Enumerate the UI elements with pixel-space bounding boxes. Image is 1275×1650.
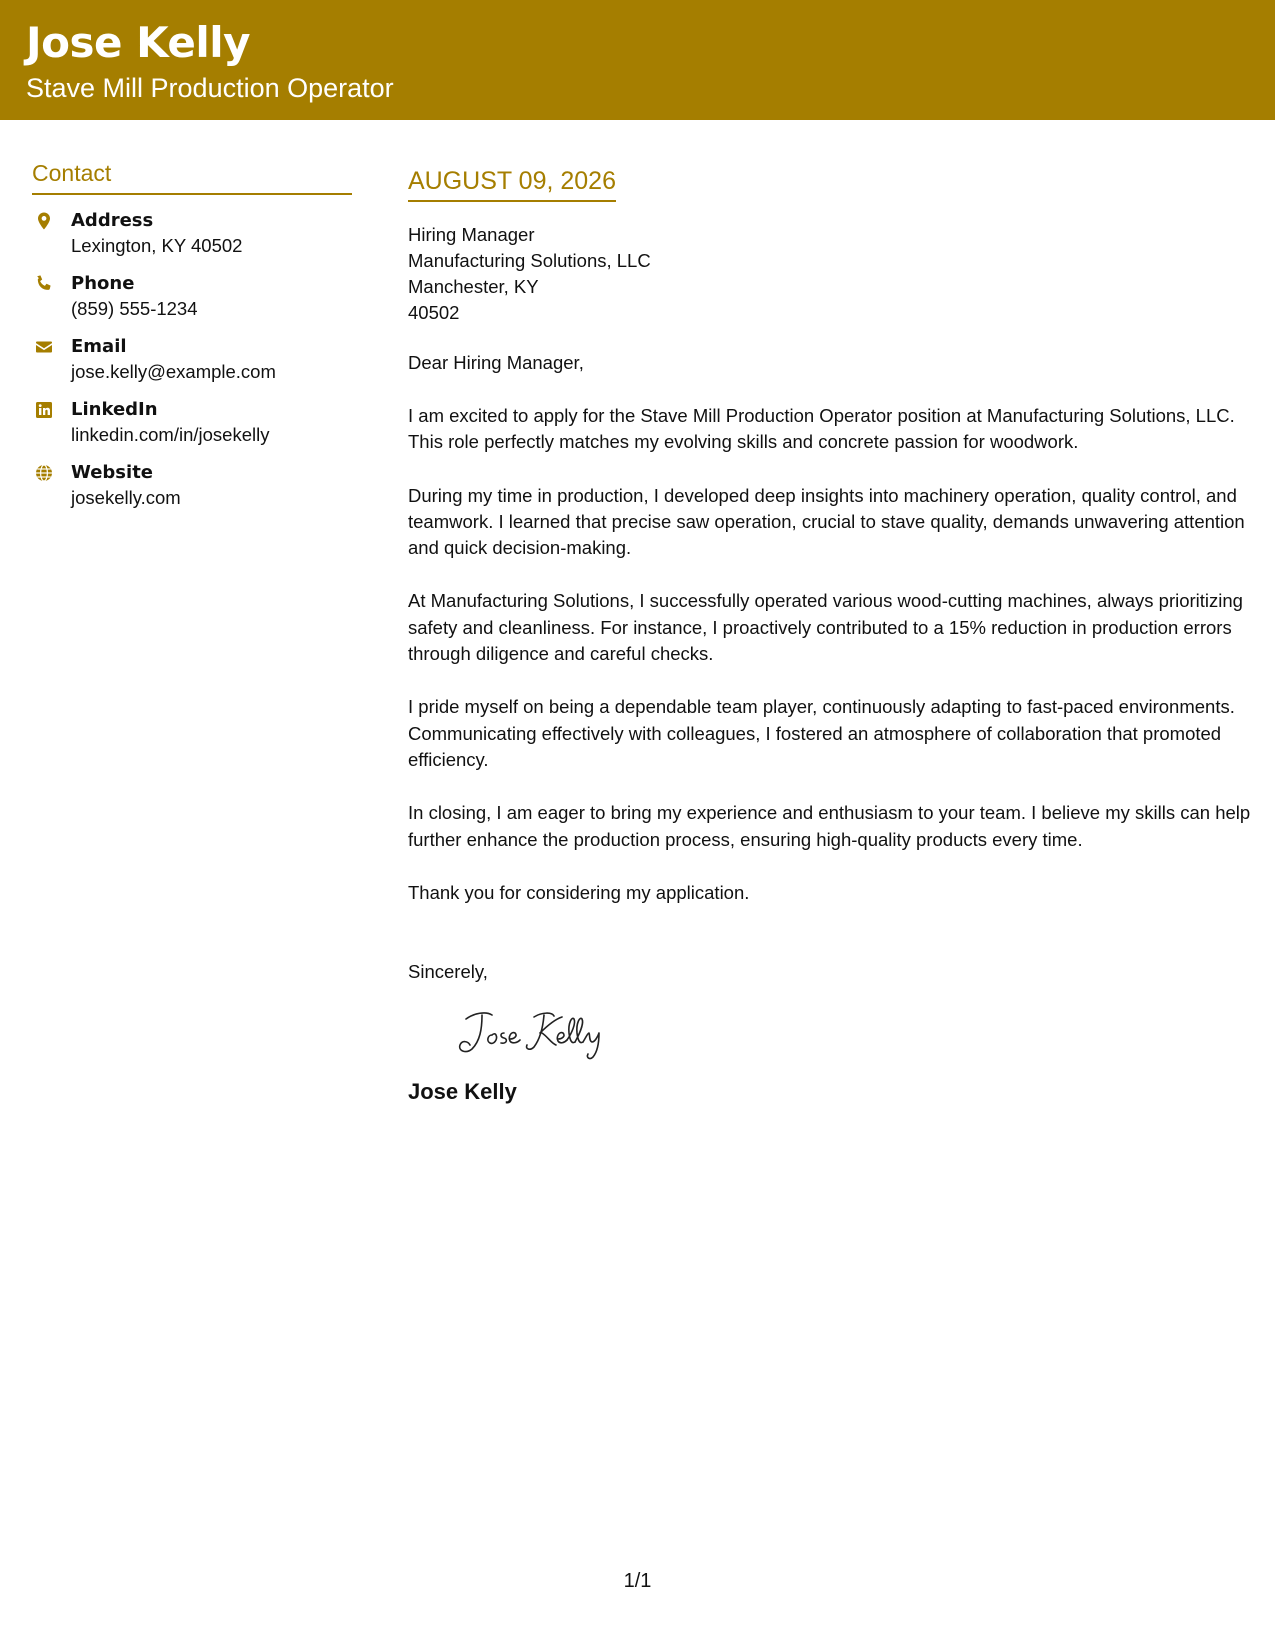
salutation: Dear Hiring Manager, bbox=[408, 352, 584, 373]
letter-paragraph: At Manufacturing Solutions, I successfully operated various wood-cutting machines, always prioritizing safety and cleanliness. For instance, I proactively contributed to a 15% reduction in production errors through diligence and careful checks. bbox=[408, 590, 1243, 665]
contact-item-website bbox=[32, 461, 352, 524]
sidebar bbox=[32, 160, 352, 524]
closing: Sincerely, bbox=[408, 961, 488, 983]
letter-body bbox=[408, 166, 1253, 1105]
contact-value: linkedin.com/in/josekelly bbox=[71, 423, 270, 445]
letter-paragraph: During my time in production, I developed deep insights into machinery operation, quality control, and teamwork. I learned that precise saw operation, crucial to stave quality, demands unwavering attention and quick decision-making. bbox=[408, 484, 1245, 559]
letter-paragraph: I am excited to apply for the Stave Mill Production Operator position at Manufacturing Solutions, LLC. This role perfectly matches my evolving skills and concrete passion for woodwork. bbox=[408, 405, 1235, 453]
recipient-line: Manufacturing Solutions, LLC bbox=[408, 250, 651, 271]
signer-name: Jose Kelly bbox=[408, 1079, 517, 1105]
applicant-title: Stave Mill Production Operator bbox=[26, 73, 394, 103]
contact-item-linkedin bbox=[32, 398, 352, 461]
letter-date: AUGUST 09, 2026 bbox=[408, 166, 616, 202]
recipient-block bbox=[408, 222, 1253, 326]
contact-value: (859) 555-1234 bbox=[71, 297, 198, 319]
contact-item-email bbox=[32, 335, 352, 398]
contact-item-phone bbox=[32, 272, 352, 335]
contact-label: Email bbox=[71, 335, 127, 357]
map-pin-icon bbox=[34, 211, 54, 231]
page-number: 1/1 bbox=[623, 1570, 652, 1592]
contact-heading: Contact bbox=[32, 160, 352, 195]
recipient-line: Manchester, KY bbox=[408, 276, 539, 297]
contact-item-address bbox=[32, 209, 352, 272]
signature-image bbox=[452, 1005, 632, 1061]
letter-paragraph: I pride myself on being a dependable team player, continuously adapting to fast-paced environments. Communicating effectively with colleagues, I fostered an atmosphere of collaboration that promoted efficiency. bbox=[408, 696, 1235, 770]
linkedin-icon bbox=[34, 400, 54, 420]
header-banner bbox=[0, 0, 1275, 120]
recipient-line: 40502 bbox=[408, 302, 460, 323]
recipient-line: Hiring Manager bbox=[408, 224, 535, 245]
contact-label: Address bbox=[71, 209, 154, 231]
contact-label: Website bbox=[71, 461, 154, 483]
contact-value: josekelly.com bbox=[71, 486, 181, 508]
contact-value: jose.kelly@example.com bbox=[71, 360, 276, 382]
globe-icon bbox=[34, 463, 54, 483]
phone-icon bbox=[34, 274, 54, 294]
contact-label: Phone bbox=[71, 272, 135, 294]
contact-value: Lexington, KY 40502 bbox=[71, 234, 243, 256]
letter-paragraph: Thank you for considering my application. bbox=[408, 881, 750, 903]
applicant-name: Jose Kelly bbox=[26, 18, 251, 67]
letter-paragraph: In closing, I am eager to bring my experience and enthusiasm to your team. I believe my skills can help further enhance the production process, ensuring high-quality products every time. bbox=[408, 802, 1251, 850]
contact-label: LinkedIn bbox=[71, 398, 158, 420]
envelope-icon bbox=[34, 337, 54, 357]
contact-list bbox=[32, 209, 352, 524]
